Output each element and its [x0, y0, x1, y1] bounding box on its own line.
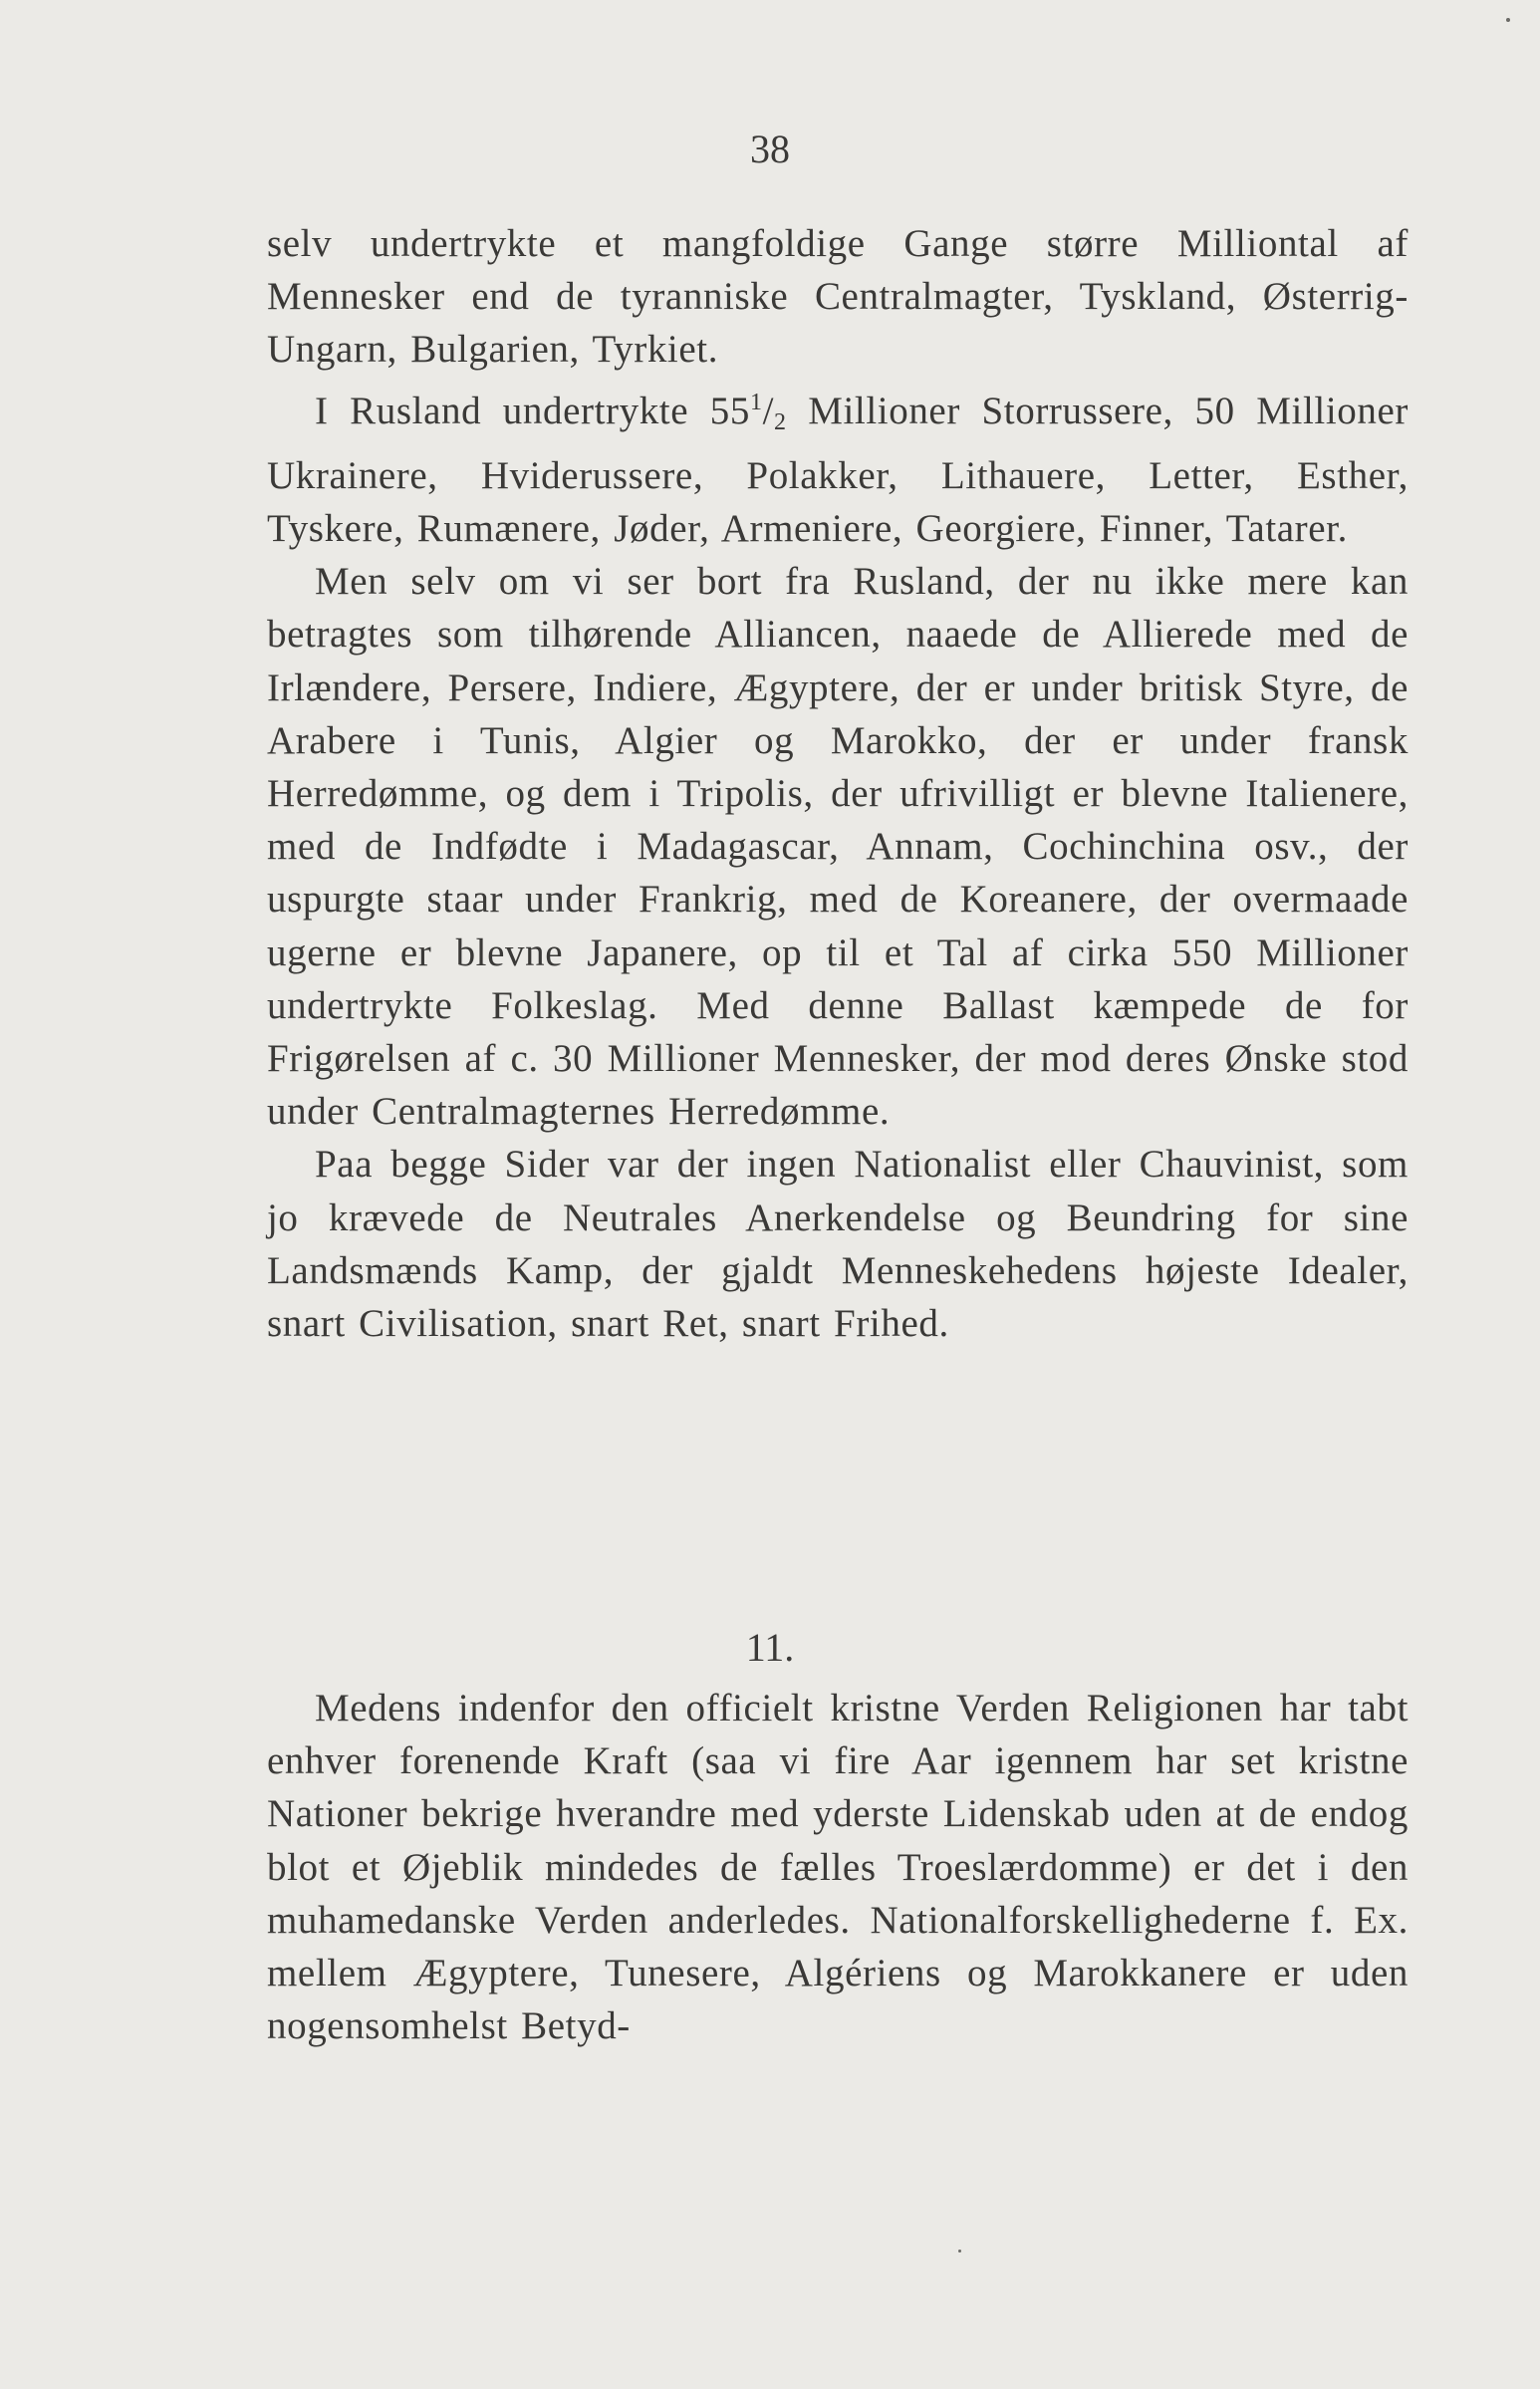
paper-speck: [958, 2250, 961, 2253]
text-block-bottom: [267, 1682, 1409, 2052]
paragraph-2: [267, 377, 1409, 556]
paragraph-4: Paa begge Sider var der ingen Nationalist eller Chauvinist, som jo krævede de Neutrales Anerkendelse og Beundring for sine Landsmænds Kamp, der gjaldt Menneskehedens højeste Idealer, snart Civilisation, snart Ret, snart Frihed.: [267, 1143, 1409, 1346]
paragraph-2-text-before: I Rusland undertrykte 55: [315, 389, 750, 432]
fraction-denominator: 2: [774, 408, 787, 435]
page-number: 38: [750, 127, 790, 171]
fraction-numerator: 1: [749, 389, 763, 415]
paragraph-2-text-after: Millioner Storrussere, 50 Millioner Ukrainere, Hviderussere, Polakker, Lithauere, Letter, Esther, Tyskere, Rumænere, Jøder, Armeniere, Georgiere, Finner, Tatarer.: [267, 389, 1409, 551]
paper-speck: [1506, 18, 1510, 22]
paragraph-1: selv undertrykte et mangfoldige Gange større Milliontal af Mennesker end de tyranniske Centralmagter, Tyskland, Østerrig-Ungarn, Bulgarien, Tyrkiet.: [267, 222, 1409, 372]
text-block-top: [267, 217, 1409, 1350]
paragraph-5: Medens indenfor den officielt kristne Verden Religionen har tabt enhver forenende Kraft (saa vi fire Aar igennem har set kristne Nationer bekrige hverandre med yderste Lidenskab uden at de endog blot et Øjeblik mindedes de fælles Troeslærdomme) er det i den muhamedanske Verden anderledes. Nationalforskellighederne f. Ex. mellem Ægyptere, Tunesere, Algériens og Marokkanere er uden nogensomhelst Betyd-: [267, 1687, 1409, 2048]
paragraph-3: Men selv om vi ser bort fra Rusland, der nu ikke mere kan betragtes som tilhørende Alliancen, naaede de Allierede med de Irlændere, Persere, Indiere, Ægyptere, der er under britisk Styre, de Arabere i Tunis, Algier og Marokko, der er under fransk Herredømme, og dem i Tripolis, der ufrivilligt er blevne Italienere, med de Indfødte i Madagascar, Annam, Cochinchina osv., der uspurgte staar under Frankrig, med de Koreanere, der overmaade ugerne er blevne Japanere, op til et Tal af cirka 550 Millioner undertrykte Folkeslag. Med denne Ballast kæmpede de for Frigørelsen af c. 30 Millioner Mennesker, der mod deres Ønske stod under Centralmagternes Herredømme.: [267, 560, 1409, 1134]
section-number: 11.: [745, 1625, 795, 1670]
fraction-separator: /: [762, 389, 774, 432]
